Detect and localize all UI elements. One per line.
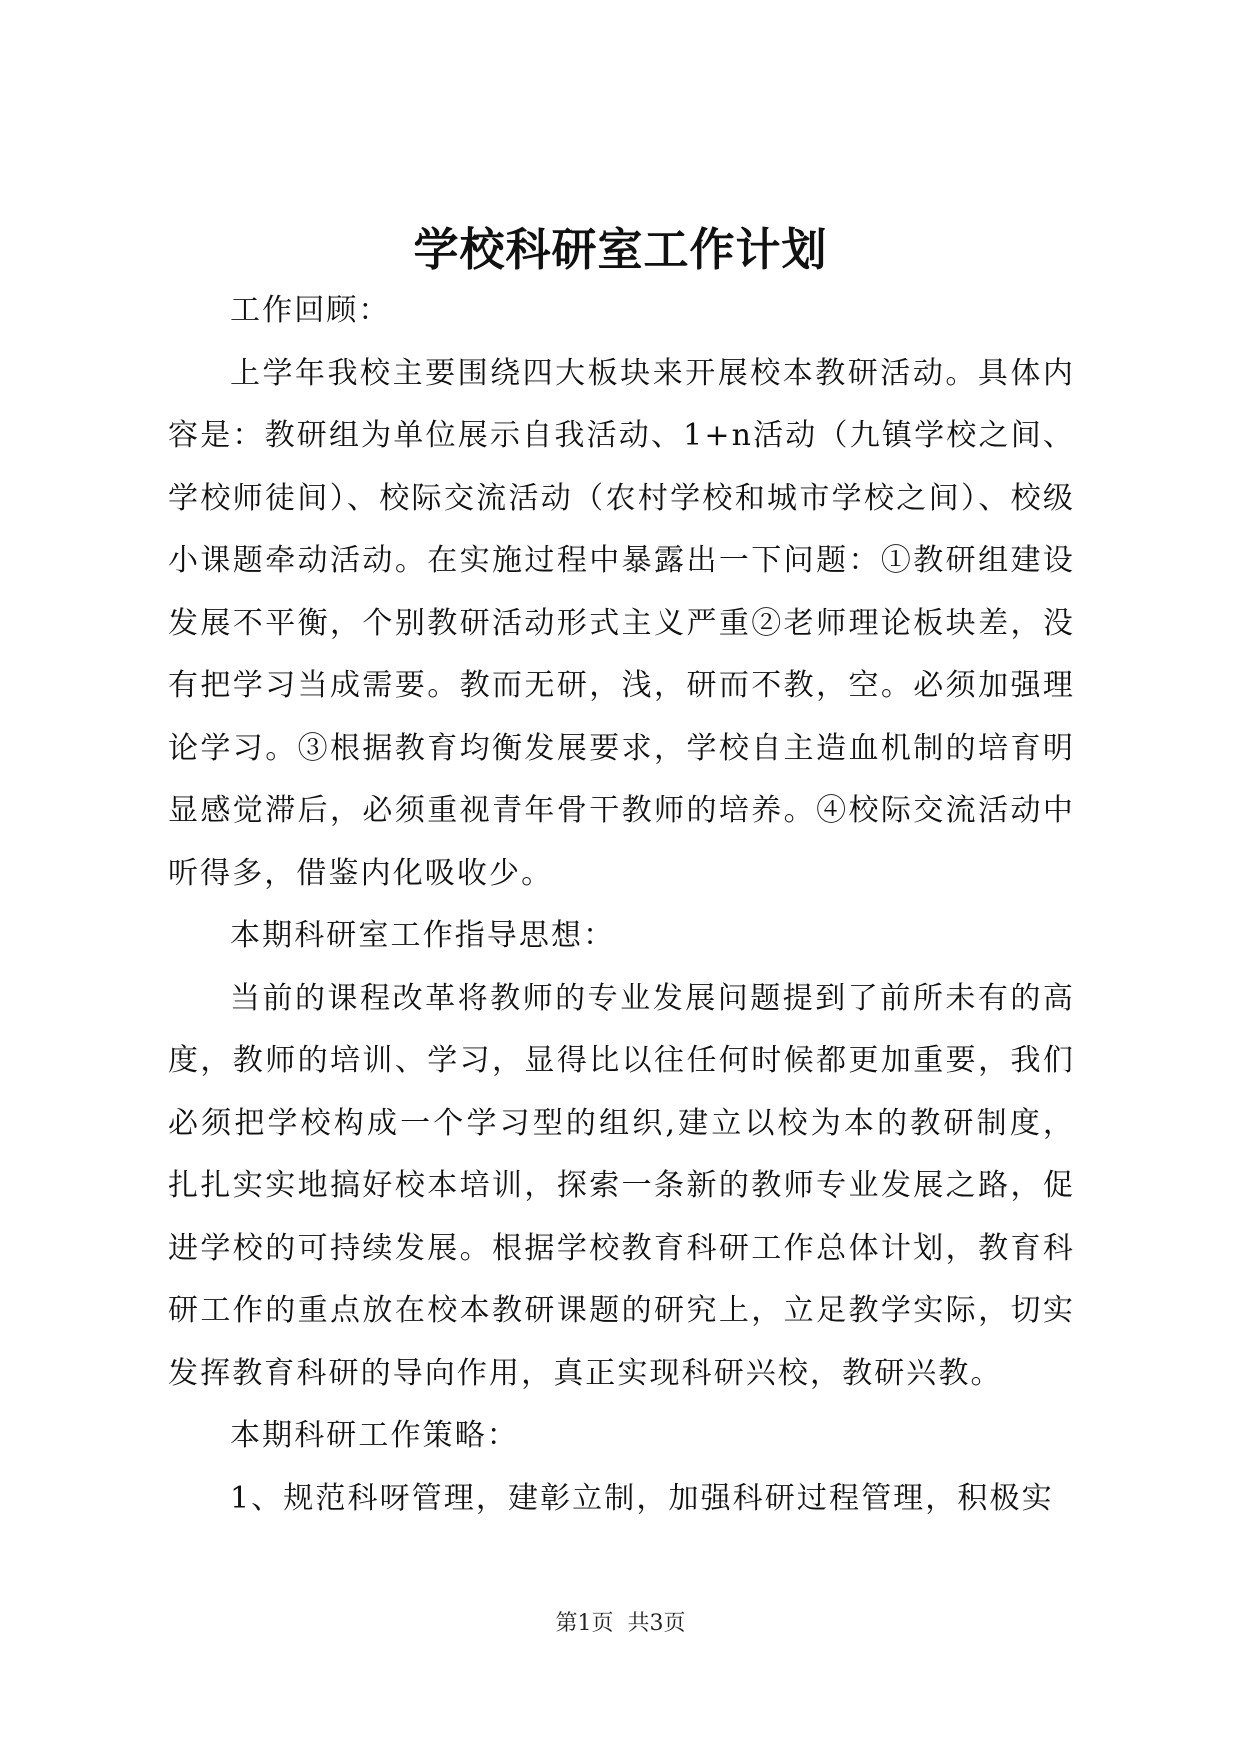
section-heading-strategy: 本期科研工作策略： (230, 1418, 519, 1453)
section-heading-review: 工作回顾： (230, 293, 391, 328)
document-body (168, 280, 1075, 1530)
page-total: 共3页 (627, 1611, 686, 1636)
section-heading-guiding-idea: 本期科研室工作指导思想： (230, 918, 616, 953)
paragraph-review-content: 上学年我校主要围绕四大板块来开展校本教研活动。具体内容是：教研组为单位展示自我活动、1+n活动（九镇学校之间、学校师徒间）、校际交流活动（农村学校和城市学校之间）、校级小课题牵动活动。在实施过程中暴露出一下问题：①教研组建设发展不平衡，个别教研活动形式主义严重②老师理论板块差，没有把学习当成需要。教而无研，浅，研而不教，空。必须加强理论学习。③根据教育均衡发展要求，学校自主造血机制的培育明显感觉滞后，必须重视青年骨干教师的培养。④校际交流活动中听得多，借鉴内化吸收少。 (168, 355, 1075, 891)
document-title: 学校科研室工作计划 (413, 223, 828, 276)
page-number: 第1页 (555, 1611, 614, 1636)
page-footer (0, 1608, 1241, 1640)
paragraph-guiding-idea-content: 当前的课程改革将教师的专业发展问题提到了前所未有的高度，教师的培训、学习，显得比以往任何时候都更加重要，我们必须把学校构成一个学习型的组织,建立以校为本的教研制度，扎扎实实地搞好校本培训，探索一条新的教师专业发展之路，促进学校的可持续发展。根据学校教育科研工作总体计划，教育科研工作的重点放在校本教研课题的研究上，立足教学实际，切实发挥教育科研的导向作用，真正实现科研兴校，教研兴教。 (168, 980, 1075, 1391)
paragraph-strategy-item-1: 1、规范科呀管理，建彰立制，加强科研过程管理，积极实 (230, 1480, 1054, 1516)
